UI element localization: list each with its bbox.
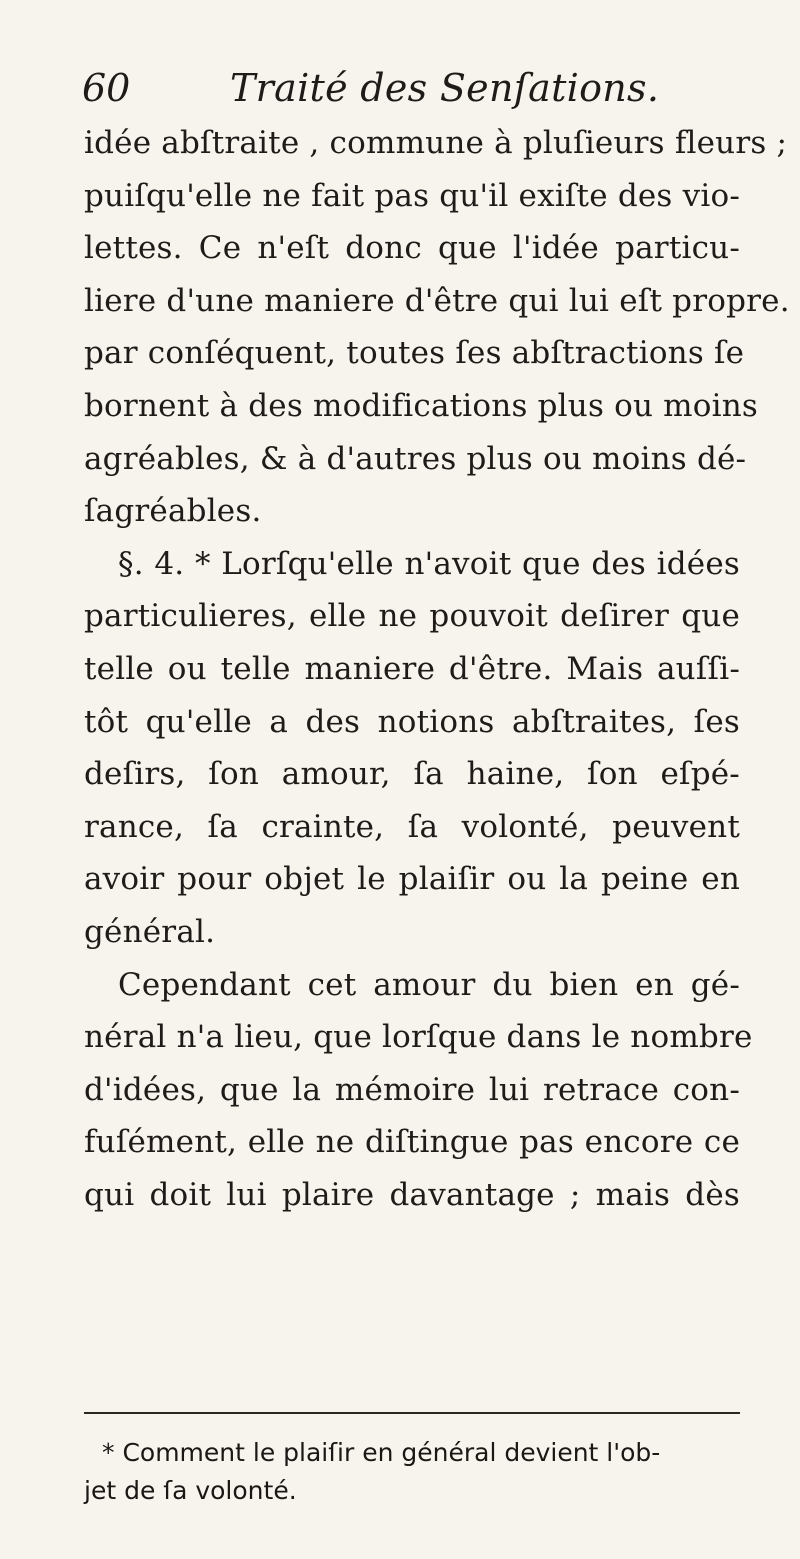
text-line: idée abſtraite , commune à pluſieurs fleurs ;: [84, 125, 788, 161]
text-line: fuſément, elle ne diſtingue pas encore ce: [84, 1124, 740, 1161]
text-line: agréables, & à d'autres plus ou moins dé-: [84, 440, 747, 477]
text-line: bornent à des modifications plus ou moins: [84, 387, 759, 424]
text-line: tôt qu'elle a des notions abſtraites, ſes: [84, 703, 740, 740]
text-line: général.: [84, 913, 216, 950]
paragraph-start-line: Cependant cet amour du bien en gé-: [118, 966, 740, 1003]
footnote-line: jet de ſa volonté.: [84, 1476, 297, 1505]
body-text: [84, 117, 790, 1221]
text-line: particulieres, elle ne pouvoit deſirer que: [84, 598, 740, 635]
text-line: puiſqu'elle ne fait pas qu'il exiſte des vio-: [84, 177, 740, 214]
text-line: ſagréables.: [84, 493, 262, 530]
text-line: d'idées, que la mémoire lui retrace con-: [84, 1071, 740, 1108]
text-line: rance, ſa crainte, ſa volonté, peuvent: [84, 808, 740, 845]
running-head: [82, 58, 742, 118]
text-line: deſirs, ſon amour, ſa haine, ſon eſpé-: [84, 756, 740, 793]
text-line: néral n'a lieu, que lorſque dans le nombre: [84, 1019, 753, 1056]
text-line: liere d'une maniere d'être qui lui eſt propre.: [84, 282, 790, 319]
text-line: par conſéquent, toutes ſes abſtractions ſe: [84, 335, 745, 372]
running-title: Traité des Senſations.: [230, 66, 660, 110]
text-line: telle ou telle maniere d'être. Mais auſſi-: [84, 650, 740, 687]
footnote-rule: [84, 1412, 740, 1414]
footnote: [84, 1434, 740, 1510]
text-line: lettes. Ce n'eſt donc que l'idée particu-: [84, 230, 740, 267]
footnote-line: * Comment le plaiſir en général devient l'ob-: [102, 1438, 661, 1467]
section-heading-line: §. 4. * Lorſqu'elle n'avoit que des idées: [118, 545, 740, 582]
text-line: avoir pour objet le plaiſir ou la peine en: [84, 861, 740, 898]
page-number: 60: [82, 66, 131, 110]
text-line: qui doit lui plaire davantage ; mais dès: [84, 1176, 740, 1213]
